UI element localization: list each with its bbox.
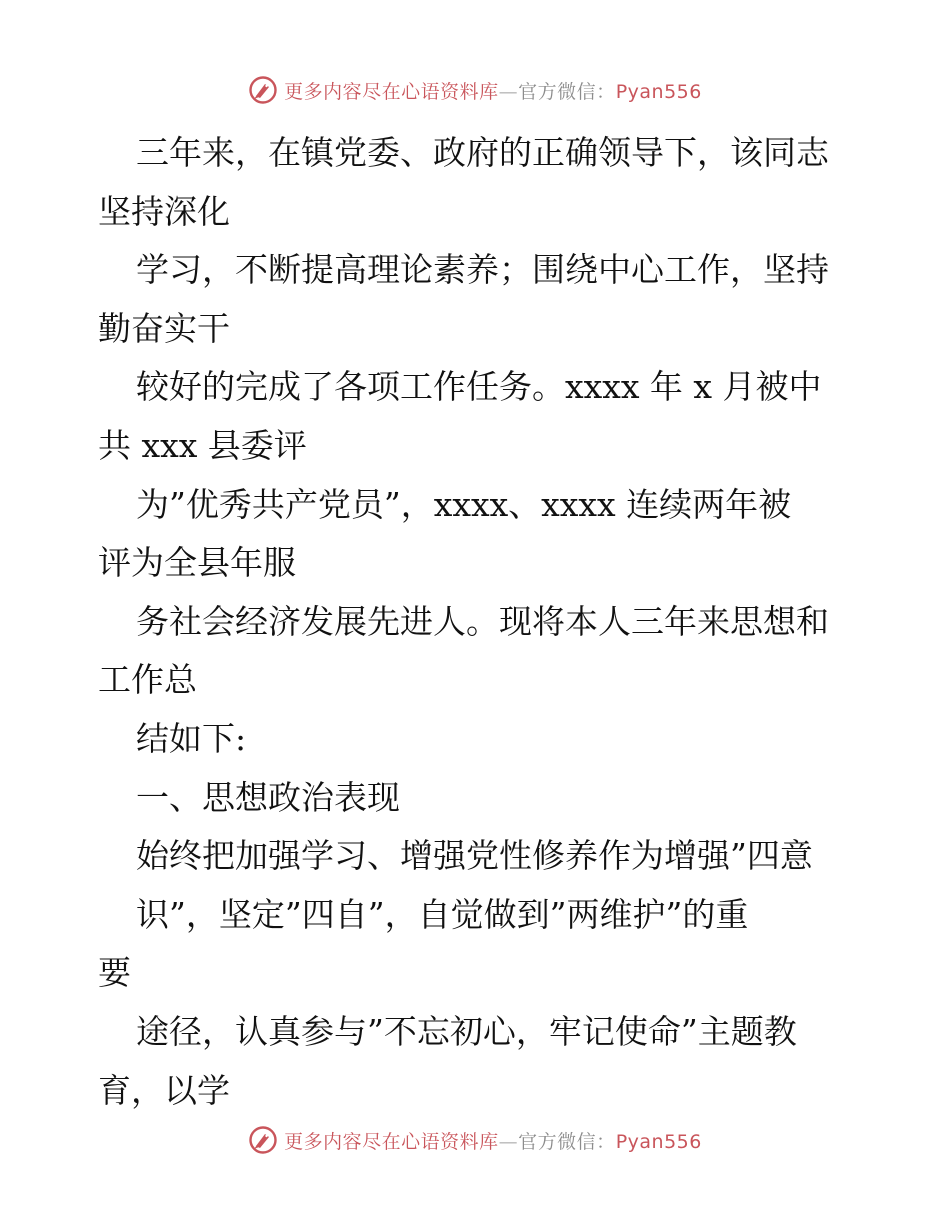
body-line: 为”优秀共产党员”，xxxx、xxxx 连续两年被 — [136, 484, 792, 524]
body-line: 三年来，在镇党委、政府的正确领导下，该同志 — [136, 133, 829, 172]
body-line: 要 — [98, 953, 131, 993]
pen-nib-logo-icon — [248, 75, 278, 105]
body-line: 坚持深化 — [98, 191, 230, 231]
watermark-main: 更多内容尽在心语资料库 — [284, 1130, 499, 1153]
watermark-main: 更多内容尽在心语资料库 — [284, 80, 499, 103]
watermark-label: 官方微信： — [518, 1130, 616, 1153]
watermark-text — [284, 77, 702, 104]
section-heading: 一、思想政治表现 — [136, 777, 400, 817]
pen-nib-logo-icon — [248, 1125, 278, 1155]
watermark-text — [284, 1127, 702, 1154]
body-line: 结如下: — [136, 718, 247, 758]
document-body — [98, 124, 858, 1120]
body-line: 识”，坚定”四自”，自觉做到”两维护”的重 — [136, 894, 749, 934]
body-line: 育，以学 — [98, 1070, 230, 1110]
body-line: 工作总 — [98, 660, 197, 700]
body-line: 较好的完成了各项工作任务。xxxx 年 x 月被中 — [136, 367, 822, 407]
body-line: 共 xxx 县委评 — [98, 425, 307, 465]
body-line: 学习，不断提高理论素养；围绕中心工作，坚持 — [136, 250, 829, 290]
body-line: 评为全县年服 — [98, 543, 296, 583]
watermark-separator: — — [498, 80, 519, 103]
watermark-wechat-id: Pyan556 — [615, 80, 702, 103]
footer-watermark — [0, 1120, 950, 1160]
header-watermark — [0, 70, 950, 110]
body-line: 务社会经济发展先进人。现将本人三年来思想和 — [136, 601, 829, 641]
body-line: 勤奋实干 — [98, 308, 230, 348]
body-line: 途径，认真参与”不忘初心，牢记使命”主题教 — [136, 1011, 797, 1051]
watermark-label: 官方微信： — [518, 80, 616, 103]
watermark-wechat-id: Pyan556 — [615, 1130, 702, 1153]
watermark-separator: — — [498, 1130, 519, 1153]
body-line: 始终把加强学习、增强党性修养作为增强”四意 — [136, 836, 813, 876]
